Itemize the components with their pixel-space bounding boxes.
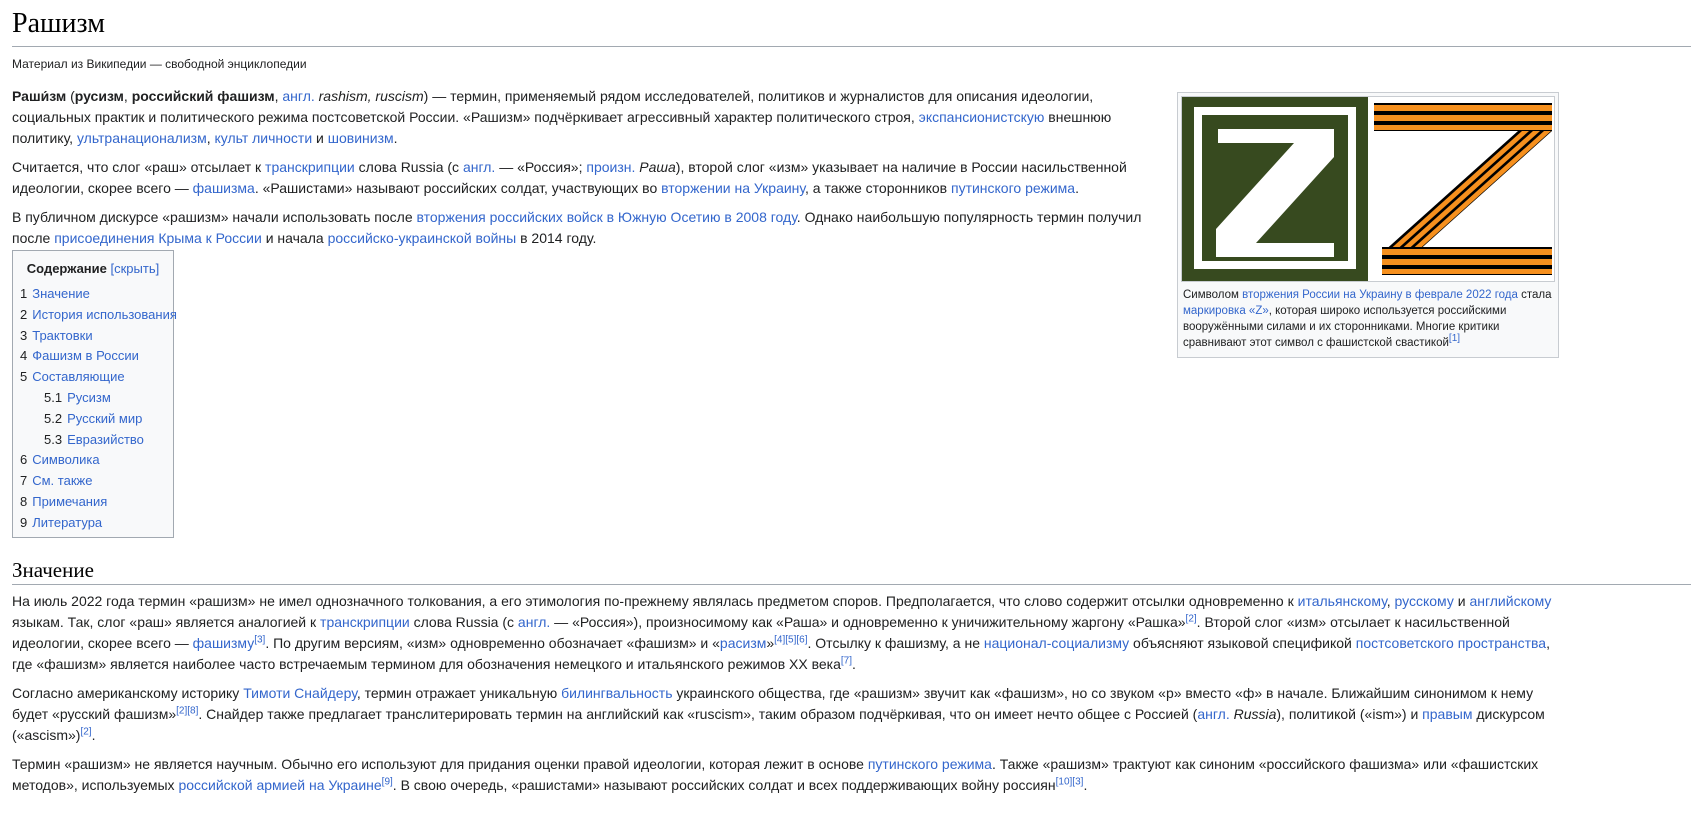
ribbon-top-bar-orange1 — [1374, 105, 1552, 111]
text: , — [1386, 593, 1395, 609]
bold-term: русизм — [74, 88, 124, 104]
bold-term: российский фашизм — [131, 88, 275, 104]
text: » — [766, 635, 775, 651]
reference-link[interactable]: [3] — [254, 634, 266, 646]
text: В публичном дискурсе «рашизм» начали использовать после — [12, 209, 417, 225]
toc-item-number: 5.3 — [44, 431, 63, 447]
ribbon-diagonal-orange1 — [1386, 131, 1529, 253]
link-chauvinism[interactable]: шовинизм — [327, 130, 394, 146]
text: объясняют языковой спецификой — [1129, 635, 1356, 651]
italic-term: rashism, ruscism — [318, 88, 424, 104]
text: дискурсом («ascism») — [12, 706, 1545, 743]
ribbon-diagonal-orange2 — [1397, 131, 1540, 253]
text: . — [1083, 777, 1088, 793]
infobox-figure — [1177, 92, 1559, 358]
italic-term: Russia — [1233, 706, 1277, 722]
toc-item[interactable] — [20, 284, 173, 305]
toc-subitem[interactable] — [20, 388, 173, 409]
text: . Также «рашизм» трактуют как синоним «российского фашизма» или «фашистских методов», используемых — [12, 756, 1539, 793]
toc-item[interactable] — [20, 492, 173, 513]
toc-item-number: 5 — [20, 369, 28, 385]
link-putin-regime[interactable]: путинского режима — [950, 180, 1076, 196]
link-fascism[interactable]: фашизма — [192, 180, 255, 196]
section-paragraph-2 — [12, 683, 1562, 746]
link-pronunciation[interactable]: произн. — [586, 159, 636, 175]
text: слова Russia (с — [354, 159, 463, 175]
toc-item[interactable] — [20, 450, 173, 471]
link-engl[interactable]: англ. — [1197, 706, 1230, 722]
toc-item-link[interactable]: Евразийство — [67, 431, 144, 447]
text: языкам. Так, слог «раш» является аналогией к — [12, 614, 321, 630]
link-post-soviet-space[interactable]: постсоветского пространства — [1355, 635, 1547, 651]
section-divider — [12, 584, 1691, 585]
toc-subitem[interactable] — [20, 430, 173, 451]
text: , — [123, 88, 132, 104]
link-ultranationalism[interactable]: ультранационализм — [76, 130, 207, 146]
toc-item-link[interactable]: См. также — [32, 473, 93, 489]
toc-item-number: 6 — [20, 452, 28, 468]
ribbon-bottom-bar-orange1 — [1382, 249, 1552, 255]
text: — «Россия»; — [495, 159, 587, 175]
text: — «Россия»), произносимому как «Раша» и одновременно к уничижительному жаргону «Рашка» — [550, 614, 1186, 630]
section-meaning-body — [12, 591, 1562, 804]
text: , а также сторонников — [805, 180, 951, 196]
link-fascism[interactable]: фашизму — [192, 635, 255, 651]
reference-link[interactable]: [10][3] — [1055, 776, 1084, 788]
link-expansionist[interactable]: экспансионистскую — [918, 109, 1045, 125]
text: , термин отражает уникальную — [356, 685, 562, 701]
reference-link[interactable]: [2] — [1185, 613, 1197, 625]
text: Согласно американскому историку — [12, 685, 244, 701]
text: украинского общества, где «рашизм» звучит как «фашизм», но со звуком «р» вместо «ф» в начале. Ближайшим синонимом к нему будет «русский фашизм» — [12, 685, 1534, 722]
toc-hide-toggle[interactable]: [скрыть] — [110, 261, 160, 276]
text: . Отсылку к фашизму, а не — [807, 635, 984, 651]
link-russian[interactable]: русскому — [1394, 593, 1454, 609]
toc-item-link[interactable]: История использования — [32, 306, 177, 322]
reference-link[interactable]: [1] — [1448, 333, 1461, 345]
text: . Однако наибольшую популярность термин получил после — [12, 209, 1142, 246]
section-paragraph-3 — [12, 754, 1562, 796]
ribbon-top-bar-orange3 — [1374, 125, 1552, 130]
toc-item-number: 1 — [20, 286, 28, 301]
reference-link[interactable]: [9] — [381, 776, 393, 788]
link-engl[interactable]: англ. — [462, 159, 496, 175]
text: . — [1075, 180, 1079, 196]
text: , — [206, 130, 215, 146]
text: и — [312, 130, 328, 146]
link-english[interactable]: английскому — [1469, 593, 1552, 609]
toc-item[interactable] — [20, 305, 177, 326]
ribbon-z-glyph — [1374, 103, 1552, 275]
bold-term: Раши́зм — [12, 88, 67, 104]
toc-item[interactable] — [20, 367, 173, 388]
link-bilingualism[interactable]: билингвальность — [561, 685, 673, 701]
text: ), второй слог «изм» указывает на наличие в России насильственной идеологии, скорее всего — — [12, 159, 1127, 196]
reference-link[interactable]: [2] — [80, 726, 92, 738]
page-title: Рашизм — [12, 8, 105, 39]
text: ) — термин, применяемый рядом исследователей, политиков и журналистов для описания идеологии, социальных практик и политического режима постсоветской России. «Рашизм» подчёркивает агрессивный характер политического строя, — [12, 88, 1094, 125]
link-racism[interactable]: расизм — [719, 635, 767, 651]
text: . Снайдер также предлагает транслитерировать термин на английский как «ruscism», таким образом подчёркивая, что он имеет нечто общее с Россией ( — [198, 706, 1198, 722]
toc-title: Содержание — [26, 261, 107, 276]
text: . В свою очередь, «рашистами» называют российских солдат и всех поддерживающих войну россиян — [392, 777, 1056, 793]
link-timothy-snyder[interactable]: Тимоти Снайдеру — [243, 685, 357, 701]
link-putin-regime[interactable]: путинского режима — [867, 756, 992, 772]
link-russian-army-in-ukraine[interactable]: российской армией на Украине — [178, 777, 382, 793]
text: На июль 2022 года термин «рашизм» не имел однозначного толкования, а его этимология по-прежнему являлась предметом споров. Предполагается, что слово содержит отсылки одновременно к — [12, 593, 1298, 609]
reference-link[interactable]: [4][5][6] — [774, 634, 808, 646]
reference-link[interactable]: [7] — [840, 655, 852, 667]
toc-item-number: 2 — [20, 306, 28, 322]
site-tagline: Материал из Википедии — свободной энциклопедии — [12, 57, 307, 71]
section-heading-meaning: Значение — [12, 558, 94, 582]
z-symbols-svg — [1182, 97, 1554, 281]
lead-paragraph-3 — [12, 207, 1172, 249]
toc-item-number: 5.2 — [44, 410, 63, 426]
link-italian[interactable]: итальянскому — [1297, 593, 1387, 609]
text: . — [393, 130, 398, 146]
text: . — [91, 727, 96, 743]
text: и начала — [261, 230, 328, 246]
toc-subitem[interactable] — [20, 409, 173, 430]
toc-item-link[interactable]: Русский мир — [67, 410, 143, 426]
lead-section — [12, 86, 1172, 257]
text: . По другим версиям, «изм» одновременно обозначает «фашизм» и « — [265, 635, 720, 651]
toc-item-link[interactable]: Русизм — [67, 389, 111, 405]
toc-item-link[interactable]: Значение — [32, 286, 90, 301]
link-invasion-ukraine[interactable]: вторжении на Украину — [661, 180, 806, 196]
toc-item-number: 3 — [20, 327, 28, 343]
toc-item[interactable] — [20, 346, 173, 367]
text: , — [274, 88, 283, 104]
toc-item-number: 8 — [20, 493, 28, 509]
toc-item-link[interactable]: Символика — [32, 452, 100, 468]
text: внешнюю политику, — [12, 109, 1112, 146]
toc-item[interactable] — [20, 326, 173, 347]
lead-paragraph-2 — [12, 157, 1172, 199]
text: стала — [1517, 289, 1552, 301]
ribbon-bottom-bar-orange3 — [1382, 269, 1552, 274]
link-national-socialism[interactable]: национал-социализму — [983, 635, 1130, 651]
section-paragraph-1 — [12, 591, 1562, 675]
text: и — [1453, 593, 1470, 609]
toc-item-number: 9 — [20, 514, 28, 530]
text: , где «фашизм» является наиболее часто встречаемым термином для обозначения немецкого и итальянского режимов XX века — [12, 635, 1550, 672]
link-personality-cult[interactable]: культ личности — [214, 130, 313, 146]
italic-term: Раша — [639, 159, 676, 175]
link-transcription[interactable]: транскрипции — [265, 159, 355, 175]
link-right-wing[interactable]: правым — [1422, 706, 1473, 722]
link-z-marking[interactable]: маркировка «Z» — [1183, 305, 1269, 317]
text: Термин «рашизм» не является научным. Обычно его используют для придания оценки правой идеологии, которая лежит в основе — [12, 756, 868, 772]
z-symbol-image[interactable] — [1181, 96, 1555, 282]
figure-caption — [1183, 287, 1553, 351]
toc-item-link[interactable]: Трактовки — [32, 327, 93, 343]
ribbon-bottom-bar-orange2 — [1382, 259, 1552, 265]
lead-paragraph-1 — [12, 86, 1172, 149]
toc-item-link[interactable]: Фашизм в России — [32, 348, 139, 364]
text: , которая широко используется российскими вооружёнными силами и их сторонниками. Многие критики сравнивают этот символ с фашистской свастикой — [1183, 305, 1507, 349]
toc-item-link[interactable]: Составляющие — [32, 369, 125, 385]
link-transcription[interactable]: транскрипции — [320, 614, 410, 630]
reference-link[interactable]: [2][8] — [176, 705, 199, 717]
toc-header — [13, 261, 173, 276]
toc-item-link[interactable]: Примечания — [32, 493, 108, 509]
toc-item-number: 4 — [20, 348, 28, 364]
toc-list — [13, 284, 177, 534]
toc-item-link[interactable]: Литература — [32, 514, 103, 530]
link-russo-ukrainian-war[interactable]: российско-украинской войны — [327, 230, 517, 246]
link-crimea-annexation[interactable]: присоединения Крыма к России — [54, 230, 262, 246]
toc-item-number: 7 — [20, 473, 28, 489]
text: в 2014 году. — [516, 230, 597, 246]
link-south-ossetia-2008[interactable]: вторжения российских войск в Южную Осетию в 2008 году — [416, 209, 797, 225]
toc-item[interactable] — [20, 513, 173, 534]
text: . — [852, 656, 856, 672]
link-engl[interactable]: англ. — [517, 614, 551, 630]
link-invasion-2022[interactable]: вторжения России на Украину в феврале 2022 года — [1242, 289, 1518, 301]
text: слова Russia (с — [409, 614, 518, 630]
ribbon-diagonal-orange3 — [1408, 131, 1551, 253]
text: ( — [66, 88, 75, 104]
text: . Второй слог «изм» отсылает к насильственной идеологии, скорее всего — — [12, 614, 1510, 651]
ribbon-top-bar-orange2 — [1374, 115, 1552, 121]
toc-item[interactable] — [20, 471, 173, 492]
title-divider — [12, 46, 1691, 47]
table-of-contents — [12, 250, 177, 538]
text: . «Рашистами» называют российских солдат, участвующих во — [254, 180, 662, 196]
text: Считается, что слог «раш» отсылает к — [12, 159, 266, 175]
toc-item-number: 5.1 — [44, 389, 63, 405]
link-engl[interactable]: англ. — [282, 88, 315, 104]
text: Символом — [1183, 289, 1243, 301]
text: ), политикой («ism») и — [1276, 706, 1423, 722]
